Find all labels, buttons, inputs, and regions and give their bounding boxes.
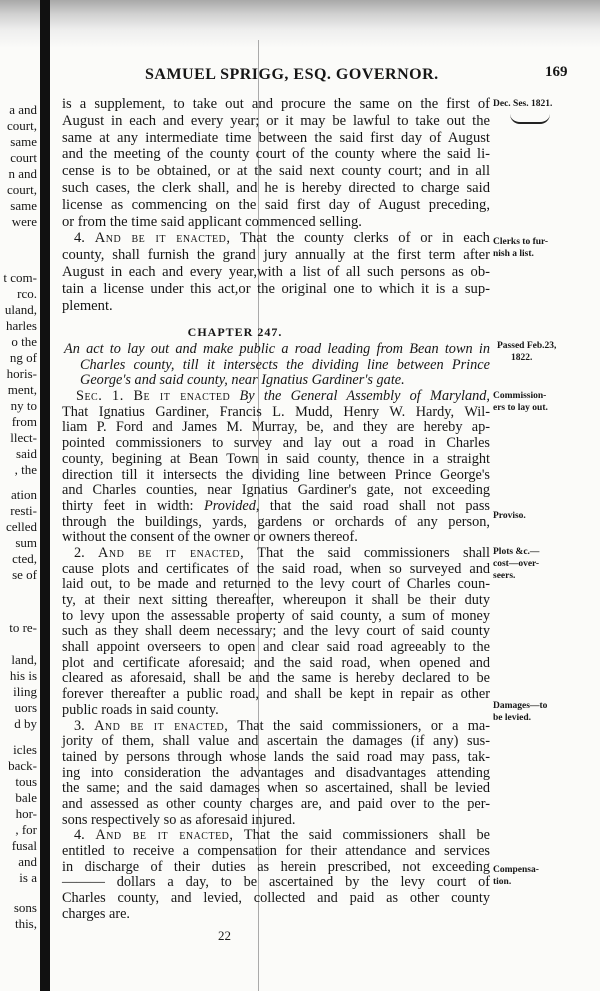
fragment-line: resti- bbox=[10, 503, 37, 518]
text-line bbox=[62, 656, 490, 672]
text-line bbox=[74, 719, 490, 735]
fragment-line: ng of bbox=[9, 350, 37, 365]
margin-note-line: Dec. Ses. 1821. bbox=[493, 99, 553, 109]
previous-page-fragment bbox=[0, 270, 37, 478]
fragment-line: t com- bbox=[3, 270, 37, 285]
fragment-line: fusal bbox=[11, 838, 37, 853]
text-segment: laid out, to be made and returned to the levy court of Charles coun- bbox=[62, 576, 490, 593]
text-line bbox=[62, 452, 490, 468]
text-segment: That the said commissioners shall be bbox=[233, 827, 490, 844]
text-segment: and the meeting of the county court of the county where the said li- bbox=[62, 146, 490, 163]
text-segment: tain a license under this act,or the original one to which it is a sup- bbox=[62, 280, 490, 297]
text-segment: 4. bbox=[74, 827, 96, 844]
fragment-line: back- bbox=[8, 758, 37, 773]
margin-note-line: Passed Feb.23, bbox=[497, 341, 557, 351]
fragment-line: ation bbox=[11, 487, 37, 502]
margin-note bbox=[493, 510, 526, 522]
margin-note bbox=[493, 98, 552, 110]
text-segment: August in each and every year; or it may be lawful to take out the bbox=[62, 112, 490, 129]
fragment-line: and bbox=[18, 854, 37, 869]
fragment-line: harles bbox=[5, 318, 37, 333]
text-line bbox=[62, 813, 490, 829]
margin-note-line: Clerks to fur- bbox=[493, 237, 549, 247]
text-segment: George's and said county, near Ignatius Gardiner's gate. bbox=[80, 372, 405, 389]
margin-note-line: cost—over- bbox=[493, 559, 540, 569]
fragment-line: same bbox=[10, 134, 37, 149]
text-line bbox=[62, 640, 490, 656]
text-line bbox=[62, 214, 490, 231]
text-segment: such as they shall deem necessary; and the levy court of said county bbox=[62, 623, 490, 640]
text-segment: That Ignatius Gardiner, Francis L. Mudd, Henry W. Hardy, Wil- bbox=[62, 403, 490, 420]
fragment-line: from bbox=[11, 414, 37, 429]
fragment-line: a and bbox=[9, 102, 37, 117]
text-segment: plot and certificate aforesaid; and the said road, when opened and bbox=[62, 654, 490, 671]
text-line bbox=[62, 875, 490, 891]
text-segment: And be it enacted, bbox=[98, 544, 245, 561]
fragment-line: n and bbox=[8, 166, 37, 181]
text-line bbox=[62, 405, 490, 421]
text-segment: the same; and the said damages when so ascertained, shall be levied bbox=[62, 780, 490, 797]
previous-page-fragment bbox=[0, 487, 37, 583]
text-line bbox=[62, 530, 490, 546]
fragment-line: , the bbox=[14, 462, 37, 477]
text-line bbox=[74, 230, 490, 247]
text-segment: Charles county, and levied, collected and paid as other county bbox=[62, 890, 490, 907]
text-line bbox=[62, 499, 490, 515]
fragment-line: uors bbox=[14, 700, 37, 715]
text-line bbox=[62, 593, 490, 609]
text-segment: liam P. Ford and James M. Murray, be, and they are hereby ap- bbox=[62, 419, 490, 436]
text-segment: 2. bbox=[74, 544, 99, 561]
margin-note bbox=[497, 340, 556, 364]
text-line bbox=[62, 420, 490, 436]
text-line bbox=[62, 750, 490, 766]
text-segment: same at any intermediate time between the said first day of August bbox=[62, 129, 490, 146]
fragment-line: sum bbox=[15, 535, 37, 550]
fragment-line: same bbox=[10, 198, 37, 213]
text-segment: An act to lay out and make public a road leading from Bean town in bbox=[64, 341, 490, 357]
text-segment: public roads in said county. bbox=[62, 701, 219, 718]
fragment-line: sons bbox=[13, 900, 37, 915]
fragment-line: ny to bbox=[10, 398, 37, 413]
margin-note-line: be levied. bbox=[493, 713, 531, 723]
text-segment: jority of them, shall value and ascertain the damages (if any) sus- bbox=[62, 733, 490, 750]
text-line bbox=[62, 907, 490, 923]
text-segment: that the said road shall not pass bbox=[259, 497, 490, 514]
text-line bbox=[62, 247, 490, 264]
text-segment: license as commencing on the said first day of August preceding, bbox=[62, 196, 490, 213]
text-segment: cause plots and certificates of the said road, when so surveyed and bbox=[62, 560, 490, 577]
fragment-line: cted, bbox=[12, 551, 37, 566]
text-segment: shall appoint overseers to open and clear said road agreeably to the bbox=[62, 639, 490, 656]
margin-note-line: ers to lay out. bbox=[493, 403, 548, 413]
chapter-247-text bbox=[62, 342, 490, 922]
text-segment: By the General Assembly of Maryland, bbox=[230, 388, 490, 405]
text-line bbox=[62, 264, 490, 281]
text-line bbox=[62, 860, 490, 876]
text-segment: ty, at their next sitting thereafter, whereupon it shall be their duty bbox=[62, 592, 490, 608]
text-line bbox=[62, 766, 490, 782]
chapter-heading: CHAPTER 247. bbox=[187, 325, 283, 339]
text-line bbox=[62, 298, 490, 315]
text-segment: and Charles counties, near Ignatius Gardiner's gate, not exceeding bbox=[62, 482, 490, 499]
text-line bbox=[62, 281, 490, 298]
text-segment: pointed commissioners to survey and lay out a road in Charles bbox=[62, 435, 490, 452]
text-line bbox=[62, 797, 490, 813]
fragment-line: hor- bbox=[15, 806, 37, 821]
margin-note-line: Plots &c.— bbox=[493, 547, 540, 557]
text-line bbox=[76, 389, 490, 405]
text-segment: forever thereafter a public road, and shall be kept in repair as other bbox=[62, 686, 490, 703]
text-segment: tained by persons through whose lands the said road may pass, tak- bbox=[62, 748, 490, 765]
margin-note-line: 1822. bbox=[511, 353, 533, 363]
fragment-line: court, bbox=[7, 118, 37, 133]
margin-note-line: Damages—to bbox=[493, 701, 548, 711]
previous-page-fragment bbox=[0, 900, 37, 932]
fragment-line: rco. bbox=[17, 286, 37, 301]
fragment-line: is a bbox=[19, 870, 37, 885]
margin-brace bbox=[510, 114, 550, 124]
text-segment: 4. bbox=[74, 230, 95, 247]
text-line bbox=[62, 562, 490, 578]
page-number: 169 bbox=[545, 64, 568, 80]
text-segment: And be it enacted, bbox=[94, 717, 229, 734]
fragment-line: court, bbox=[7, 182, 37, 197]
text-line bbox=[80, 373, 490, 389]
fragment-line: ment, bbox=[7, 382, 37, 397]
text-segment: That the said commissioners shall bbox=[244, 544, 491, 561]
text-line bbox=[62, 703, 490, 719]
text-line bbox=[62, 468, 490, 484]
text-segment: through the buildings, yards, gardens or orchards of any person, bbox=[62, 513, 490, 530]
margin-note-line: Compensa- bbox=[493, 865, 539, 875]
margin-note-line: Proviso. bbox=[493, 511, 526, 521]
text-line bbox=[62, 687, 490, 703]
fragment-line: d by bbox=[14, 716, 37, 731]
running-header: SAMUEL SPRIGG, ESQ. GOVERNOR. bbox=[145, 66, 439, 83]
text-line bbox=[62, 483, 490, 499]
fragment-line: to re- bbox=[9, 620, 37, 635]
text-segment: county, begining at Bean Town in said county, thence in a straight bbox=[62, 450, 490, 467]
text-segment: or from the time said applicant commenced selling. bbox=[62, 213, 362, 230]
text-segment: is a supplement, to take out and procure the same on the first of bbox=[62, 96, 490, 112]
fragment-line: se of bbox=[12, 567, 37, 582]
previous-page-fragment bbox=[0, 652, 37, 732]
text-segment: And be it enacted, bbox=[95, 827, 234, 844]
margin-note-line: nish a list. bbox=[493, 249, 534, 259]
text-line bbox=[62, 577, 490, 593]
fragment-line: this, bbox=[14, 916, 37, 931]
fragment-line: uland, bbox=[4, 302, 37, 317]
text-segment: sons respectively so as aforesaid injured. bbox=[62, 811, 296, 828]
margin-note bbox=[493, 390, 548, 414]
text-line bbox=[74, 546, 490, 562]
fragment-line: said bbox=[16, 446, 37, 461]
text-line bbox=[62, 891, 490, 907]
text-segment: Provided, bbox=[203, 497, 260, 514]
text-line bbox=[62, 624, 490, 640]
fragment-line: icles bbox=[13, 742, 37, 757]
signature-mark: 22 bbox=[218, 928, 231, 943]
fragment-line: celled bbox=[5, 519, 37, 534]
margin-note bbox=[493, 236, 548, 260]
text-line bbox=[62, 609, 490, 625]
scan-noise-top bbox=[0, 0, 600, 48]
text-segment: Charles county, till it intersects the dividing line between Prince bbox=[80, 356, 490, 373]
text-line bbox=[62, 130, 490, 147]
text-line bbox=[62, 781, 490, 797]
text-segment: cense is to be obtained, or at the said next county court; and in all bbox=[62, 163, 490, 180]
text-segment: such cases, the clerk shall, and he is hereby directed to charge said bbox=[62, 179, 490, 196]
text-segment: ——— dollars a day, to be ascertained by the levy court of bbox=[62, 874, 490, 891]
text-segment: to levy upon the assessable property of said county, a sum of money bbox=[62, 607, 490, 624]
text-line bbox=[62, 113, 490, 130]
margin-note-line: Commission- bbox=[493, 391, 547, 401]
text-segment: ing into consideration the advantages and disadvantages attending bbox=[62, 764, 490, 781]
text-segment: cleared as aforesaid, shall be and the same is hereby declared to be bbox=[62, 670, 490, 687]
text-segment: That the said commissioners, or a ma- bbox=[228, 717, 490, 734]
text-segment: August in each and every year,with a list of all such persons as ob- bbox=[62, 263, 490, 280]
fragment-line: iling bbox=[13, 684, 37, 699]
text-line bbox=[62, 844, 490, 860]
text-line bbox=[62, 163, 490, 180]
margin-note-line: seers. bbox=[493, 571, 516, 581]
margin-note bbox=[493, 546, 539, 582]
text-segment: county, shall furnish the grand jury annually at the first term after bbox=[62, 247, 490, 264]
text-segment: And be it enacted, bbox=[94, 230, 231, 247]
previous-page-fragment bbox=[0, 742, 37, 886]
fragment-line: bale bbox=[15, 790, 37, 805]
fragment-line: , for bbox=[15, 822, 37, 837]
book-gutter bbox=[40, 0, 50, 991]
text-segment: direction till it intersects the dividing line between Prince George's bbox=[62, 466, 490, 483]
text-segment: thirty feet in width: bbox=[62, 497, 204, 514]
section-4-previous-act bbox=[62, 96, 490, 314]
text-segment: Sec. 1. Be it enacted bbox=[76, 388, 231, 405]
fragment-line: court bbox=[10, 150, 37, 165]
margin-note bbox=[493, 864, 539, 888]
text-segment: and assessed as other county charges are, and paid over to the per- bbox=[62, 795, 490, 812]
text-line bbox=[62, 436, 490, 452]
fragment-line: land, bbox=[11, 652, 37, 667]
previous-page-fragment bbox=[0, 620, 37, 636]
fragment-line: tous bbox=[15, 774, 37, 789]
fragment-line: horis- bbox=[6, 366, 37, 381]
text-line bbox=[62, 734, 490, 750]
text-segment: 3. bbox=[74, 717, 95, 734]
text-line bbox=[64, 342, 490, 358]
text-segment: without the consent of the owner or owners thereof. bbox=[62, 529, 358, 546]
text-segment: plement. bbox=[62, 297, 113, 314]
text-segment: in discharge of their duties as herein prescribed, not exceeding bbox=[62, 858, 490, 875]
text-line bbox=[80, 358, 490, 374]
fragment-line: llect- bbox=[10, 430, 37, 445]
text-line bbox=[62, 515, 490, 531]
previous-page-fragment bbox=[0, 102, 37, 230]
text-line bbox=[62, 96, 490, 113]
text-segment: That the county clerks of or in each bbox=[230, 230, 490, 247]
margin-note bbox=[493, 700, 547, 724]
fragment-line: his is bbox=[9, 668, 37, 683]
text-segment: charges are. bbox=[62, 905, 131, 922]
text-line bbox=[62, 146, 490, 163]
fragment-line: were bbox=[11, 214, 37, 229]
text-line bbox=[62, 180, 490, 197]
fragment-line: o the bbox=[11, 334, 37, 349]
text-line bbox=[62, 671, 490, 687]
text-line bbox=[74, 828, 490, 844]
text-segment: entitled to receive a compensation for their attendance and services bbox=[62, 843, 490, 859]
text-line bbox=[62, 197, 490, 214]
margin-note-line: tion. bbox=[493, 877, 512, 887]
